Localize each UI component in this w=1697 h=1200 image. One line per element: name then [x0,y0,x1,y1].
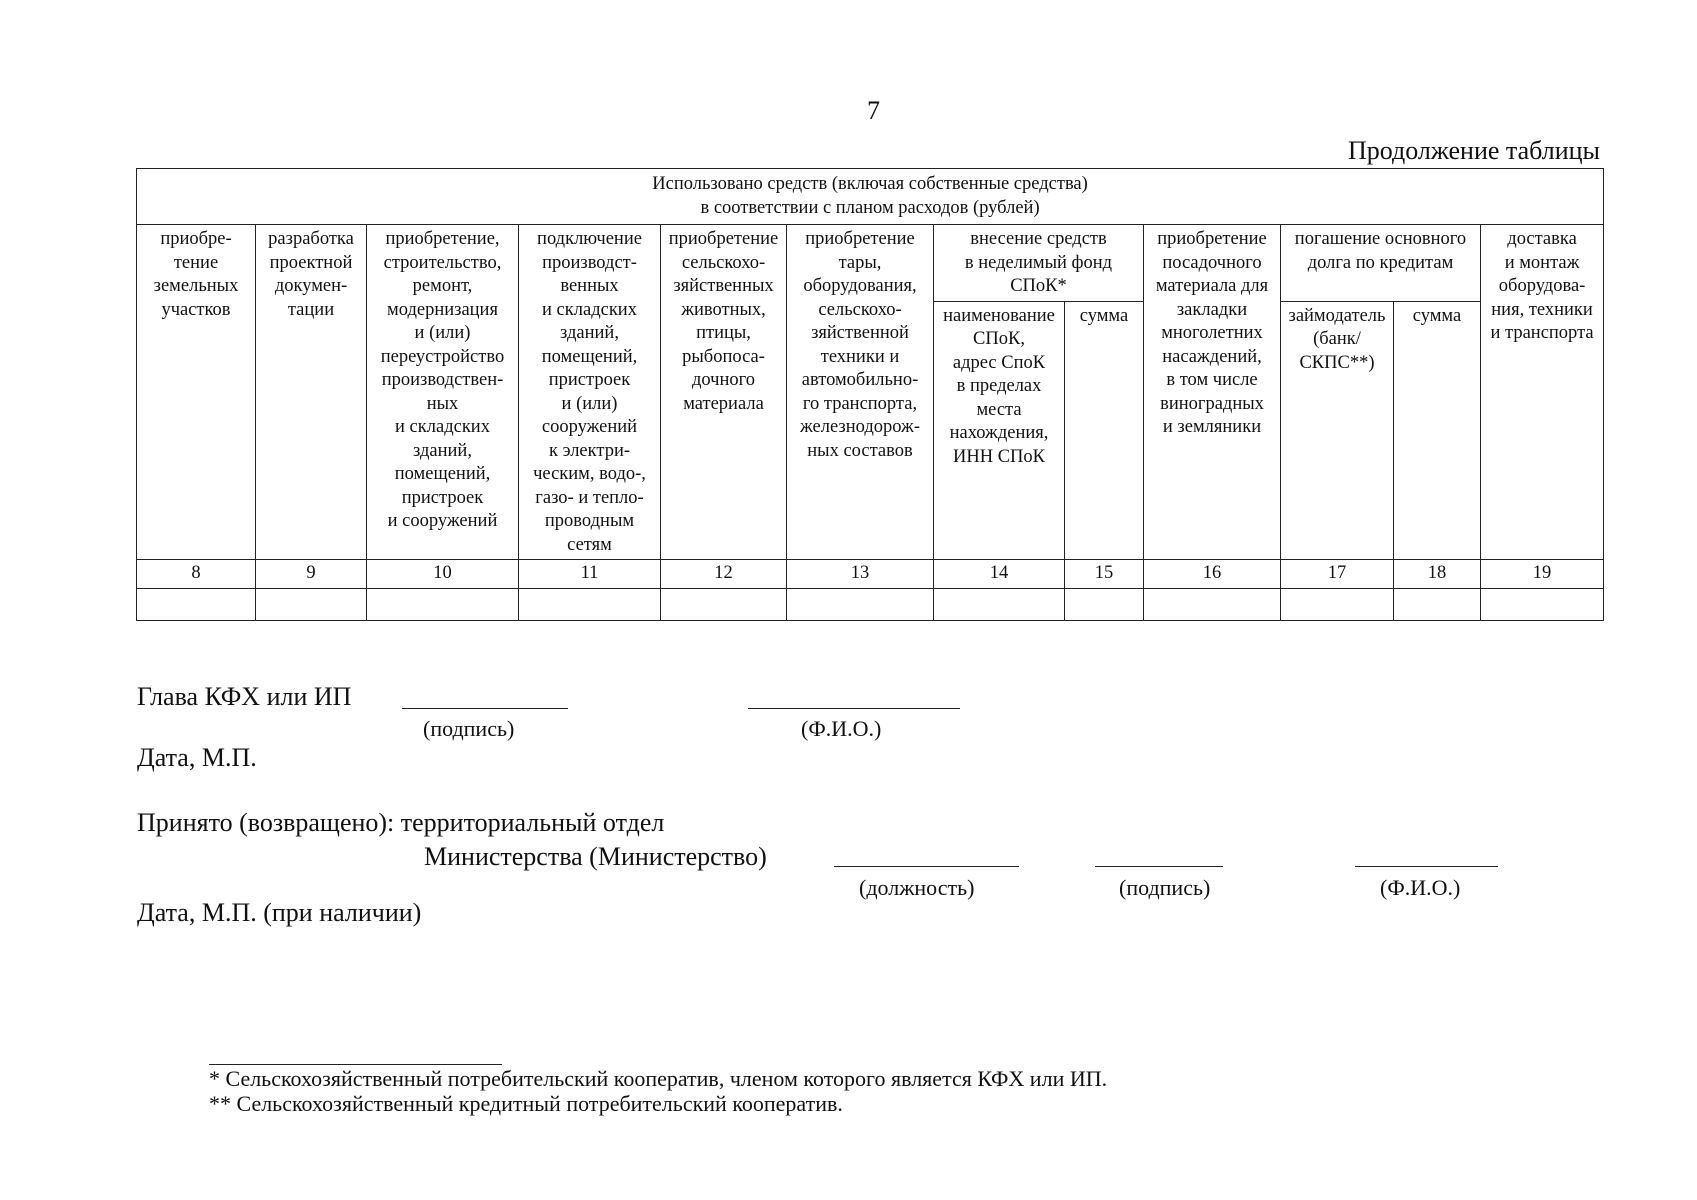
position-caption: (должность) [859,875,975,900]
column-number: 9 [256,560,367,589]
table-cell-empty[interactable] [1065,589,1144,621]
page-number: 7 [867,96,880,125]
date-label: Дата, М.П. [137,743,257,772]
col-header-spok-sum: сумма [1065,301,1144,559]
date-label-2: Дата, М.П. (при наличии) [137,898,422,927]
table-cell-empty[interactable] [787,589,934,621]
table-cell-empty[interactable] [1281,589,1394,621]
fio-caption-2: (Ф.И.О.) [1380,875,1461,900]
col-header-lender: займодатель (банк/ СКПС**) [1281,301,1394,559]
fio-caption: (Ф.И.О.) [801,716,882,741]
col-header-spok-fund: внесение средств в неделимый фонд СПоК* [934,225,1144,302]
column-number: 19 [1481,560,1604,589]
column-number: 8 [137,560,256,589]
ministry-signature-line[interactable] [1095,866,1223,867]
head-signature-line[interactable] [402,708,568,709]
col-header-delivery: доставка и монтаж оборудова- ния, техники и транспорта [1481,225,1604,560]
column-number: 12 [661,560,787,589]
column-number: 15 [1065,560,1144,589]
table-cell-empty[interactable] [256,589,367,621]
signature-caption-2: (подпись) [1119,875,1211,900]
head-label: Глава КФХ или ИП [137,682,352,711]
col-header-animals: приобретение сельскохо- зяйственных животных, птицы, рыбопоса- дочного материала [661,225,787,560]
column-number: 11 [519,560,661,589]
footnote-separator [209,1064,502,1065]
position-line[interactable] [834,866,1019,867]
table-main-header: Использовано средств (включая собственные средства) в соответствии с планом расходов (рублей) [137,169,1604,225]
table-column-header-row [137,225,1604,302]
accepted-label: Принято (возвращено): территориальный отдел [137,808,665,837]
col-header-utilities: подключение производст- венных и складских зданий, помещений, пристроек и (или) сооружений к электри- ческим, водо-, газо- и тепло- проводным сетям [519,225,661,560]
col-header-loan-sum: сумма [1394,301,1481,559]
table-cell-empty[interactable] [519,589,661,621]
table-cell-empty[interactable] [137,589,256,621]
col-header-loan-repayment: погашение основного долга по кредитам [1281,225,1481,302]
head-fio-line[interactable] [748,708,960,709]
ministry-fio-line[interactable] [1355,866,1498,867]
table-cell-empty[interactable] [367,589,519,621]
table-main-header-row [137,169,1604,225]
footnote-2: ** Сельскохозяйственный кредитный потребительский кооператив. [209,1091,843,1116]
column-number: 10 [367,560,519,589]
table-cell-empty[interactable] [1144,589,1281,621]
footnote-1: * Сельскохозяйственный потребительский кооператив, членом которого является КФХ или ИП. [209,1066,1108,1091]
col-header-planting-material: приобретение посадочного материала для закладки многолетних насаждений, в том числе виноградных и земляники [1144,225,1281,560]
col-header-project-docs: разработка проектной докумен- тации [256,225,367,560]
column-number: 13 [787,560,934,589]
col-header-spok-name: наименование СПоК, адрес СпоК в пределах места нахождения, ИНН СПоК [934,301,1065,559]
column-number: 17 [1281,560,1394,589]
col-header-equipment: приобретение тары, оборудования, сельскохо- зяйственной техники и автомобильно- го транспорта, железнодорож- ных составов [787,225,934,560]
signature-caption: (подпись) [423,716,515,741]
table-cell-empty[interactable] [1394,589,1481,621]
expenses-table [136,168,1604,621]
col-header-land: приобре- тение земельных участков [137,225,256,560]
table-number-row [137,560,1604,589]
table-cell-empty[interactable] [1481,589,1604,621]
table-cell-empty[interactable] [934,589,1065,621]
column-number: 16 [1144,560,1281,589]
table-blank-row [137,589,1604,621]
column-number: 18 [1394,560,1481,589]
ministry-label: Министерства (Министерство) [424,842,767,871]
table-continuation-label: Продолжение таблицы [1348,136,1600,165]
column-number: 14 [934,560,1065,589]
table-cell-empty[interactable] [661,589,787,621]
col-header-construction: приобретение, строительство, ремонт, модернизация и (или) переустройство производствен- ных и складских зданий, помещений, пристроек и сооружений [367,225,519,560]
